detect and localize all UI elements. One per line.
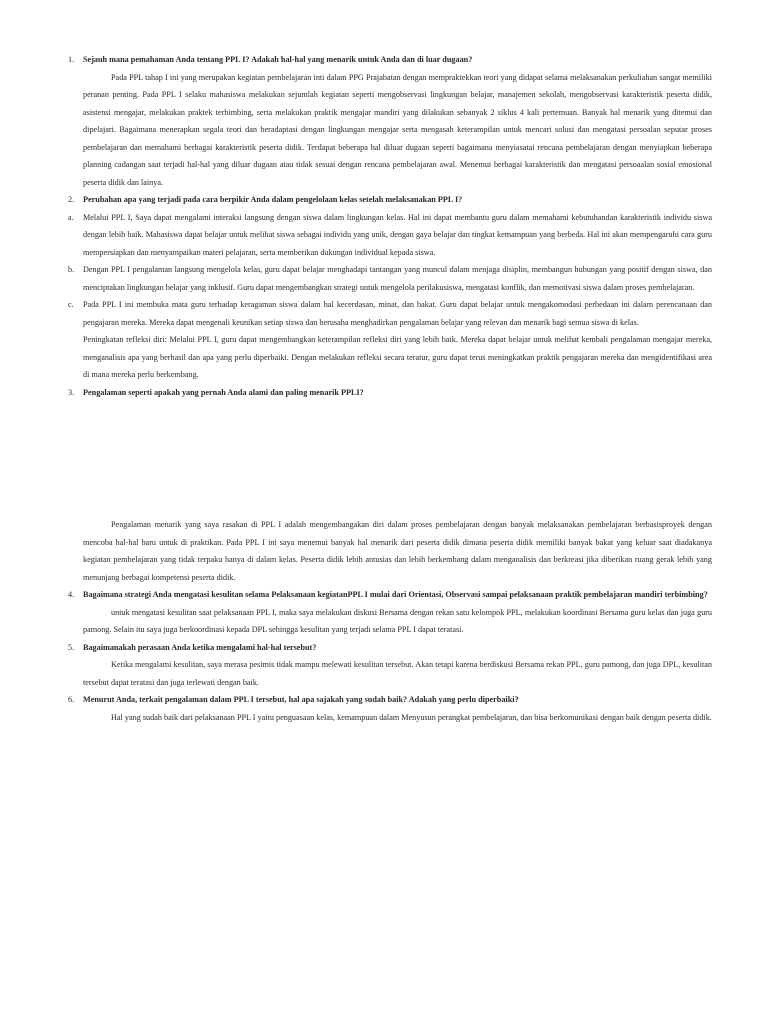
- question-1: [0, 51, 768, 69]
- question-text: Pengalaman seperti apakah yang pernah Anda alami dan paling menarik PPLI?: [83, 387, 364, 397]
- question-number: 4.: [68, 590, 75, 599]
- list-item-text: Melalui PPL I, Saya dapat mengalami interaksi langsung dengan siswa dalam lingkungan kelas. Hal ini dapat membantu guru dalam memahami kebutuhandan karakteristik individu siswa dengan lebih baik. Mahasiswa dapat belajar untuk melihat siswa sebagai individu yang unik, dengan gaya belajar dan tingkat kemampuan yang berbeda. Hal ini akan mempengaruhi cara guru mempersiapkan dan menyampaikan materi pelajaran, serta memberikan dukungan individual kepada siswa.: [83, 212, 712, 257]
- list-letter: a.: [68, 212, 74, 222]
- blank-space: [0, 401, 768, 516]
- question-text: Bagaimanakah perasaan Anda ketika mengalami hal-hal tersebut?: [83, 642, 317, 652]
- question-3: [0, 384, 768, 402]
- answer-5: Ketika mengalami kesulitan, saya merasa pesimis tidak mampu melewati kesulitan tersebut. Akan tetapi karena berdiskusi Bersama rekan PPL, guru pamong, dan juga DPL, kesulitan tersebut dapat teratasi dan juga terlewati dengan baik.: [83, 660, 712, 687]
- question-number: 5.: [68, 642, 75, 652]
- question-text: Sejauh mana pemahaman Anda tentang PPL I? Adakah hal-hal yang menarik untuk Anda dan di luar dugaan?: [83, 55, 473, 64]
- question-number: 2.: [68, 195, 75, 204]
- answer-6: Hal yang sudah baik dari pelaksanaan PPL I yaitu penguasaan kelas, kemampuan dalam Menyusun perangkat pembelajaran, dan bisa berkomunikasi dengan baik dengan peserta didik.: [111, 712, 712, 722]
- question-text: Bagaimana strategi Anda mengatasi kesulitan selama Pelaksanaan kegiatanPPL I mulai dari Orientasi, Observasi sampai pelaksanaan praktik pembelajaran mandiri terbimbing?: [83, 590, 708, 599]
- list-letter: b.: [68, 265, 75, 274]
- answer-3: Pengalaman menarik yang saya rasakan di PPL I adalah mengembangakan diri dalam proses pembelajaran dengan banyak melaksanakan pembelajaran berbasisproyek dengan mencoba hal-hal baru untuk di praktikan. Pada PPL I ini saya menemui banyak hal menarik dari peserta didik dimana peserta didik memiliki banyak bakat yang keluar saat diadakanya kegiatan pembelajaran yang tidak terpaku hanya di dalam kelas. Peserta didik lebih antusias dan lebih berkembang dalam menganalisis dan berkreasi jika diberikan ruang gerak lebih yang menunjang berbagai kompetensi peserta didik.: [83, 520, 712, 582]
- list-item-b: [0, 261, 768, 296]
- list-item-text: Pada PPL I ini membuka mata guru terhadap keragaman siswa dalam hal kecerdasan, minat, dan bakat. Guru dapat belajar untuk mengakomodasi perbedaan ini dalam perencanaan dan pengajaran mereka. Mereka dapat mengenali keunikan setiap siswa dan berusaha menghadirkan pengalaman belajar yang relevan dan menarik bagi semua siswa di kelas.: [83, 300, 712, 327]
- question-6: [0, 691, 768, 709]
- question-text: Menurut Anda, terkait pengalaman dalam PPL I tersebut, hal apa sajakah yang sudah baik? Adakah yang perlu diperbaiki?: [83, 695, 519, 704]
- list-item-a: [0, 209, 768, 262]
- document-page: [0, 51, 768, 726]
- question-text: Perubahan apa yang terjadi pada cara berpikir Anda dalam pengelolaan kelas setelah melaksanakan PPL I?: [83, 195, 463, 204]
- question-number: 1.: [68, 55, 75, 64]
- list-item-c: [0, 296, 768, 331]
- list-item-text: Dengan PPL I pengalaman langsung mengelola kelas, guru dapat belajar menghadapi tantangan yang muncul dalam menjaga disiplin, membangun hubungan yang positif dengan siswa, dan menciptakan lingkungan belajar yang inklusif. Guru dapat mengembangkan strategi untuk mengelola perilakusiswa, mengatasi konflik, dan memotivasi siswa dalam proses pembelajaran.: [83, 265, 712, 292]
- question-5: [0, 639, 768, 657]
- answer-1: Pada PPL tahap I ini yang merupakan kegiatan pembelajaran inti dalam PPG Prajabatan dengan mempraktekkan teori yang didapat selama melaksanakan perkuliahan sangat memiliki peranan penting. Pada PPL I selaku mahasiswa melakukan sejumlah kegiatan seperti mengobservasi lingkungan belajar, manajemen sekolah, mengobservasi karakteristik peserta didik, asistensi mengajar, melakukan praktek terbimbing, serta melakukan praktik mengajar mandiri yang dilakukan sebanyak 2 siklus 4 kali pertemuan. Banyak hal menarik yang ditemui dan dipelajari. Bagaimana menerapkan segala teori dan beradaptasi dengan lingkungan mengajar serta mengasah keterampilan untuk mencari solusi dan mengatasi persoalan seputar proses pembelajaran dan memahami berbagai karakteristik peserta didik. Terdapat beberapa hal diluar dugaan seperti bagaimana menyiasatai rencana pembelajaran dengan menyiapkan beberapa planning cadangan saat terjadi hal-hal yang diluar dugaan atau tidak sesuai dengan rencana pembelajaran awal. Menemui berbagai karakteristik dan mengatasi persoaalan sosial emosional peserta didik dan lainya.: [83, 72, 712, 187]
- question-4: [0, 586, 768, 604]
- answer-4: untuk mengatasi kesulitan saat pelaksanaan PPL I, maka saya melakukan diskusi Bersama dengan rekan satu kelompok PPL, melakukan koordinasi Bersama guru kelas dan juga guru pamong. Selain itu saya juga berkoordinasi kepada DPL sehingga kesulitan yang terjadi selama PPL I dapat teratasi.: [83, 607, 712, 634]
- answer-2-reflection: Peningkatan refleksi diri: Melalui PPL I, guru dapat mengembangkan keterampilan refleksi diri yang lebih baik. Mereka dapat belajar untuk melihat kembali pengalaman mengajar mereka, menganalisis apa yang berhasil dan apa yang perlu diperbaiki. Dengan melakukan refleksi secara teratur, guru dapat terus meningkatkan praktik pengajaran mereka dan mengidentifikasi area di mana mereka perlu berkembang.: [83, 335, 712, 379]
- question-number: 3.: [68, 387, 75, 397]
- question-number: 6.: [68, 695, 75, 704]
- question-2: [0, 191, 768, 209]
- list-letter: c.: [68, 300, 74, 309]
